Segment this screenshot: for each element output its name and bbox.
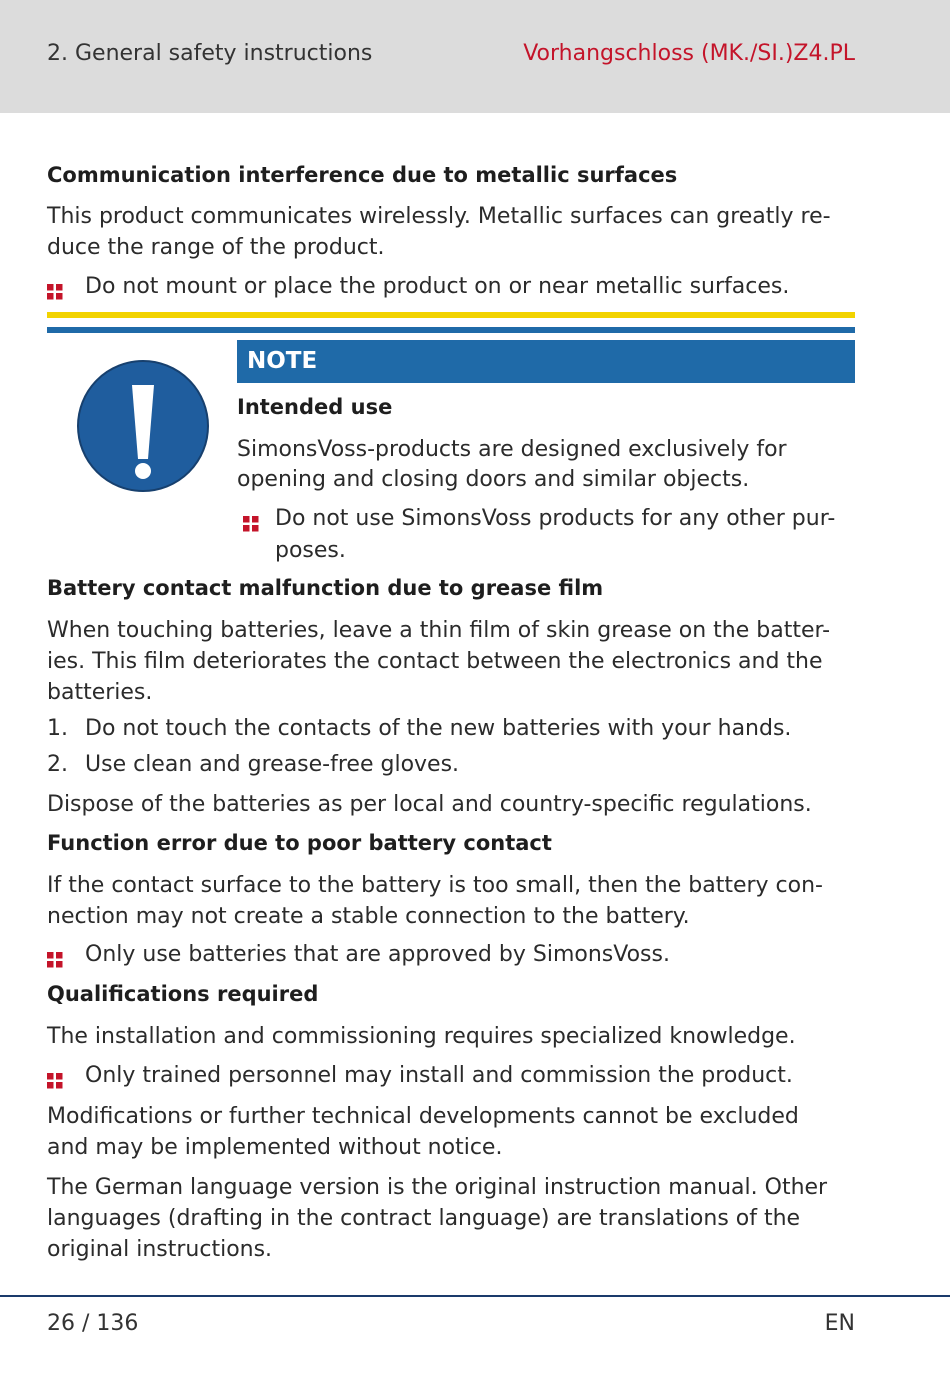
page-header [0,0,950,113]
page-number: 26 / 136 [47,1311,139,1336]
paragraph-line: ies. This film deteriorates the contact between the electronics and the [47,649,823,674]
note-stripe-yellow [47,312,855,318]
section-heading-battery-contact: Function error due to poor battery contact [47,831,552,855]
paragraph-line: Dispose of the batteries as per local and country-specific regulations. [47,792,812,817]
bullet-text: Only use batteries that are approved by SimonsVoss. [85,942,670,967]
paragraph-line: The installation and commissioning requires specialized knowledge. [47,1024,796,1049]
bullet-text: Do not use SimonsVoss products for any other pur- [275,506,836,531]
bullet-squares-icon [243,510,259,541]
bullet-text: poses. [275,538,346,563]
step-number: 2. [47,752,68,777]
footer-divider [0,1295,950,1297]
paragraph-line: The German language version is the original instruction manual. Other [47,1175,828,1200]
section-heading-grease: Battery contact malfunction due to grease film [47,576,604,600]
step-number: 1. [47,716,68,741]
step-text: Do not touch the contacts of the new batteries with your hands. [85,716,792,741]
paragraph-line: original instructions. [47,1237,273,1262]
note-bullet-item [237,503,855,567]
paragraph-line: batteries. [47,680,153,705]
exclamation-mandatory-icon [76,359,210,493]
bullet-squares-icon [47,1067,63,1098]
note-line: opening and closing doors and similar objects. [237,467,750,492]
bullet-text: Only trained personnel may install and commission the product. [85,1063,793,1088]
paragraph-line: languages (drafting in the contract language) are translations of the [47,1206,801,1231]
language-code: EN [824,1311,855,1336]
paragraph-line: nection may not create a stable connection to the battery. [47,904,690,929]
paragraph-line: Modifications or further technical developments cannot be excluded [47,1104,799,1129]
paragraph-line: When touching batteries, leave a thin film of skin grease on the batter- [47,618,831,643]
bullet-squares-icon [47,278,63,309]
note-heading: Intended use [237,395,393,419]
section-heading-qualifications: Qualifications required [47,982,319,1006]
bullet-squares-icon [47,946,63,977]
step-text: Use clean and grease-free gloves. [85,752,460,777]
note-line: SimonsVoss-products are designed exclusively for [237,437,787,462]
chapter-title: 2. General safety instructions [47,41,373,66]
note-stripe-blue [47,327,855,333]
paragraph-line: and may be implemented without notice. [47,1135,503,1160]
paragraph-line: duce the range of the product. [47,235,385,260]
paragraph-line: If the contact surface to the battery is too small, then the battery con- [47,873,823,898]
paragraph-line: This product communicates wirelessly. Metallic surfaces can greatly re- [47,204,831,229]
note-label: NOTE [237,340,855,383]
bullet-text: Do not mount or place the product on or near metallic surfaces. [85,274,790,299]
product-title: Vorhangschloss (MK./SI.)Z4.PL [523,41,855,66]
section-heading-metallic: Communication interference due to metallic surfaces [47,163,678,187]
